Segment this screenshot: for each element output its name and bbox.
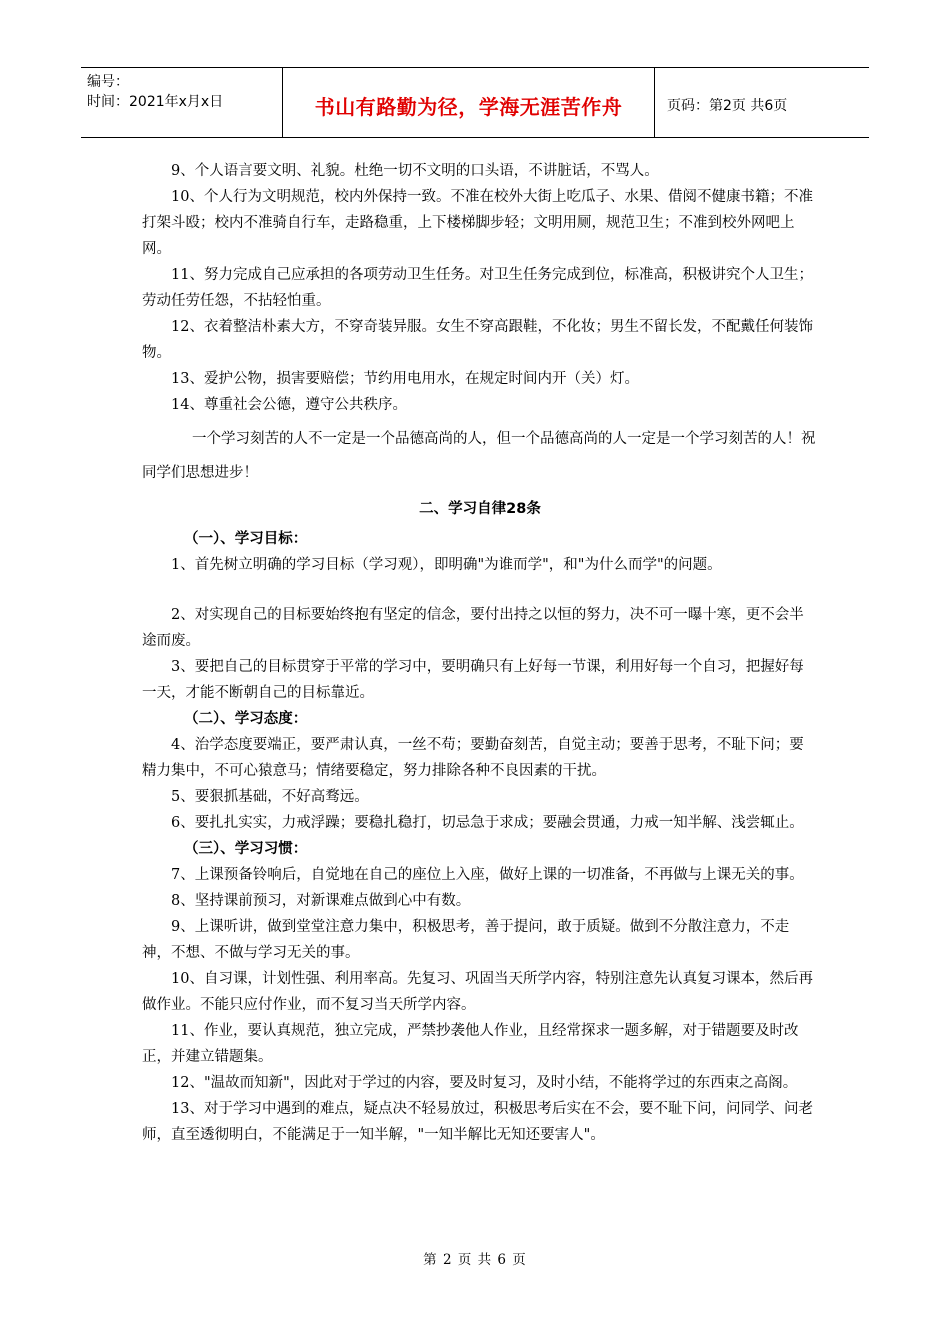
habit-paragraph: 7、上课预备铃响后，自觉地在自己的座位上入座，做好上课的一切准备，不再做与上课无关的事。 bbox=[171, 867, 804, 883]
rule-paragraph: 14、尊重社会公德，遵守公共秩序。 bbox=[171, 397, 407, 413]
number-label: 编号： bbox=[87, 74, 129, 90]
attitude-paragraph: 5、要狠抓基础，不好高骛远。 bbox=[171, 789, 369, 805]
habit-paragraph: 11、作业，要认真规范，独立完成，严禁抄袭他人作业，且经常探求一题多解，对于错题要及时改正，并建立错题集。 bbox=[142, 1023, 799, 1065]
header-motto: 书山有路勤为径，学海无涯苦作舟 bbox=[283, 68, 655, 137]
attitude-paragraph: 6、要扎扎实实，力戒浮躁；要稳扎稳打，切忌急于求成；要融会贯通，力戒一知半解、浅尝辄止。 bbox=[171, 815, 804, 831]
section-title: 二、学习自律28条 bbox=[419, 501, 541, 517]
subsection-habits: （三）、学习习惯： bbox=[184, 841, 308, 857]
rule-paragraph: 9、个人语言要文明、礼貌。杜绝一切不文明的口头语，不讲脏话，不骂人。 bbox=[171, 163, 659, 179]
page-footer: 第 2 页 共 6 页 bbox=[423, 1252, 527, 1268]
rule-paragraph: 13、爱护公物，损害要赔偿；节约用电用水，在规定时间内开（关）灯。 bbox=[171, 371, 639, 387]
closing-paragraph: 一个学习刻苦的人不一定是一个品德高尚的人，但一个品德高尚的人一定是一个学习刻苦的人！祝同学们思想进步！ bbox=[142, 431, 816, 481]
header-meta bbox=[81, 68, 283, 137]
habit-paragraph: 8、坚持课前预习，对新课难点做到心中有数。 bbox=[171, 893, 471, 909]
document-body bbox=[142, 158, 818, 1148]
attitude-paragraph: 4、治学态度要端正，要严肃认真，一丝不苟；要勤奋刻苦，自觉主动；要善于思考，不耻下问；要精力集中，不可心猿意马；情绪要稳定，努力排除各种不良因素的干扰。 bbox=[142, 737, 804, 779]
habit-paragraph: 12、"温故而知新"，因此对于学过的内容，要及时复习，及时小结，不能将学过的东西束之高阁。 bbox=[171, 1075, 798, 1091]
goal-paragraph: 2、对实现自己的目标要始终抱有坚定的信念，要付出持之以恒的努力，决不可一曝十寒，更不会半途而废。 bbox=[142, 607, 804, 649]
habit-paragraph: 9、上课听讲，做到堂堂注意力集中，积极思考，善于提问，敢于质疑。做到不分散注意力，不走神，不想、不做与学习无关的事。 bbox=[142, 919, 790, 961]
goal-paragraph: 3、要把自己的目标贯穿于平常的学习中，要明确只有上好每一节课，利用好每一个自习，把握好每一天，才能不断朝自己的目标靠近。 bbox=[142, 659, 804, 701]
subsection-attitude: （二）、学习态度： bbox=[184, 711, 308, 727]
spacer bbox=[142, 578, 818, 602]
habit-paragraph: 13、对于学习中遇到的难点，疑点决不轻易放过，积极思考后实在不会，要不耻下问，问同学、问老师，直至透彻明白，不能满足于一知半解，"一知半解比无知还要害人"。 bbox=[142, 1101, 813, 1143]
rule-paragraph: 10、个人行为文明规范，校内外保持一致。不准在校外大街上吃瓜子、水果、借阅不健康书籍；不准打架斗殴；校内不准骑自行车，走路稳重，上下楼梯脚步轻；文明用厕，规范卫生；不准到校外网吧上网。 bbox=[142, 189, 813, 257]
goal-paragraph: 1、首先树立明确的学习目标（学习观），即明确"为谁而学"，和"为什么而学"的问题。 bbox=[171, 557, 722, 573]
rule-paragraph: 11、努力完成自己应承担的各项劳动卫生任务。对卫生任务完成到位，标准高，积极讲究个人卫生；劳动任劳任怨，不拈轻怕重。 bbox=[142, 267, 813, 309]
time-label: 时间：2021年x月x日 bbox=[87, 94, 224, 110]
habit-paragraph: 10、自习课，计划性强、利用率高。先复习、巩固当天所学内容，特别注意先认真复习课本，然后再做作业。不能只应付作业，而不复习当天所学内容。 bbox=[142, 971, 813, 1013]
page-header bbox=[81, 67, 869, 138]
header-page-label: 页码：第2页 共6页 bbox=[667, 97, 788, 114]
subsection-goals: （一）、学习目标： bbox=[184, 531, 308, 547]
rule-paragraph: 12、衣着整洁朴素大方，不穿奇装异服。女生不穿高跟鞋，不化妆；男生不留长发，不配戴任何装饰物。 bbox=[142, 319, 813, 361]
